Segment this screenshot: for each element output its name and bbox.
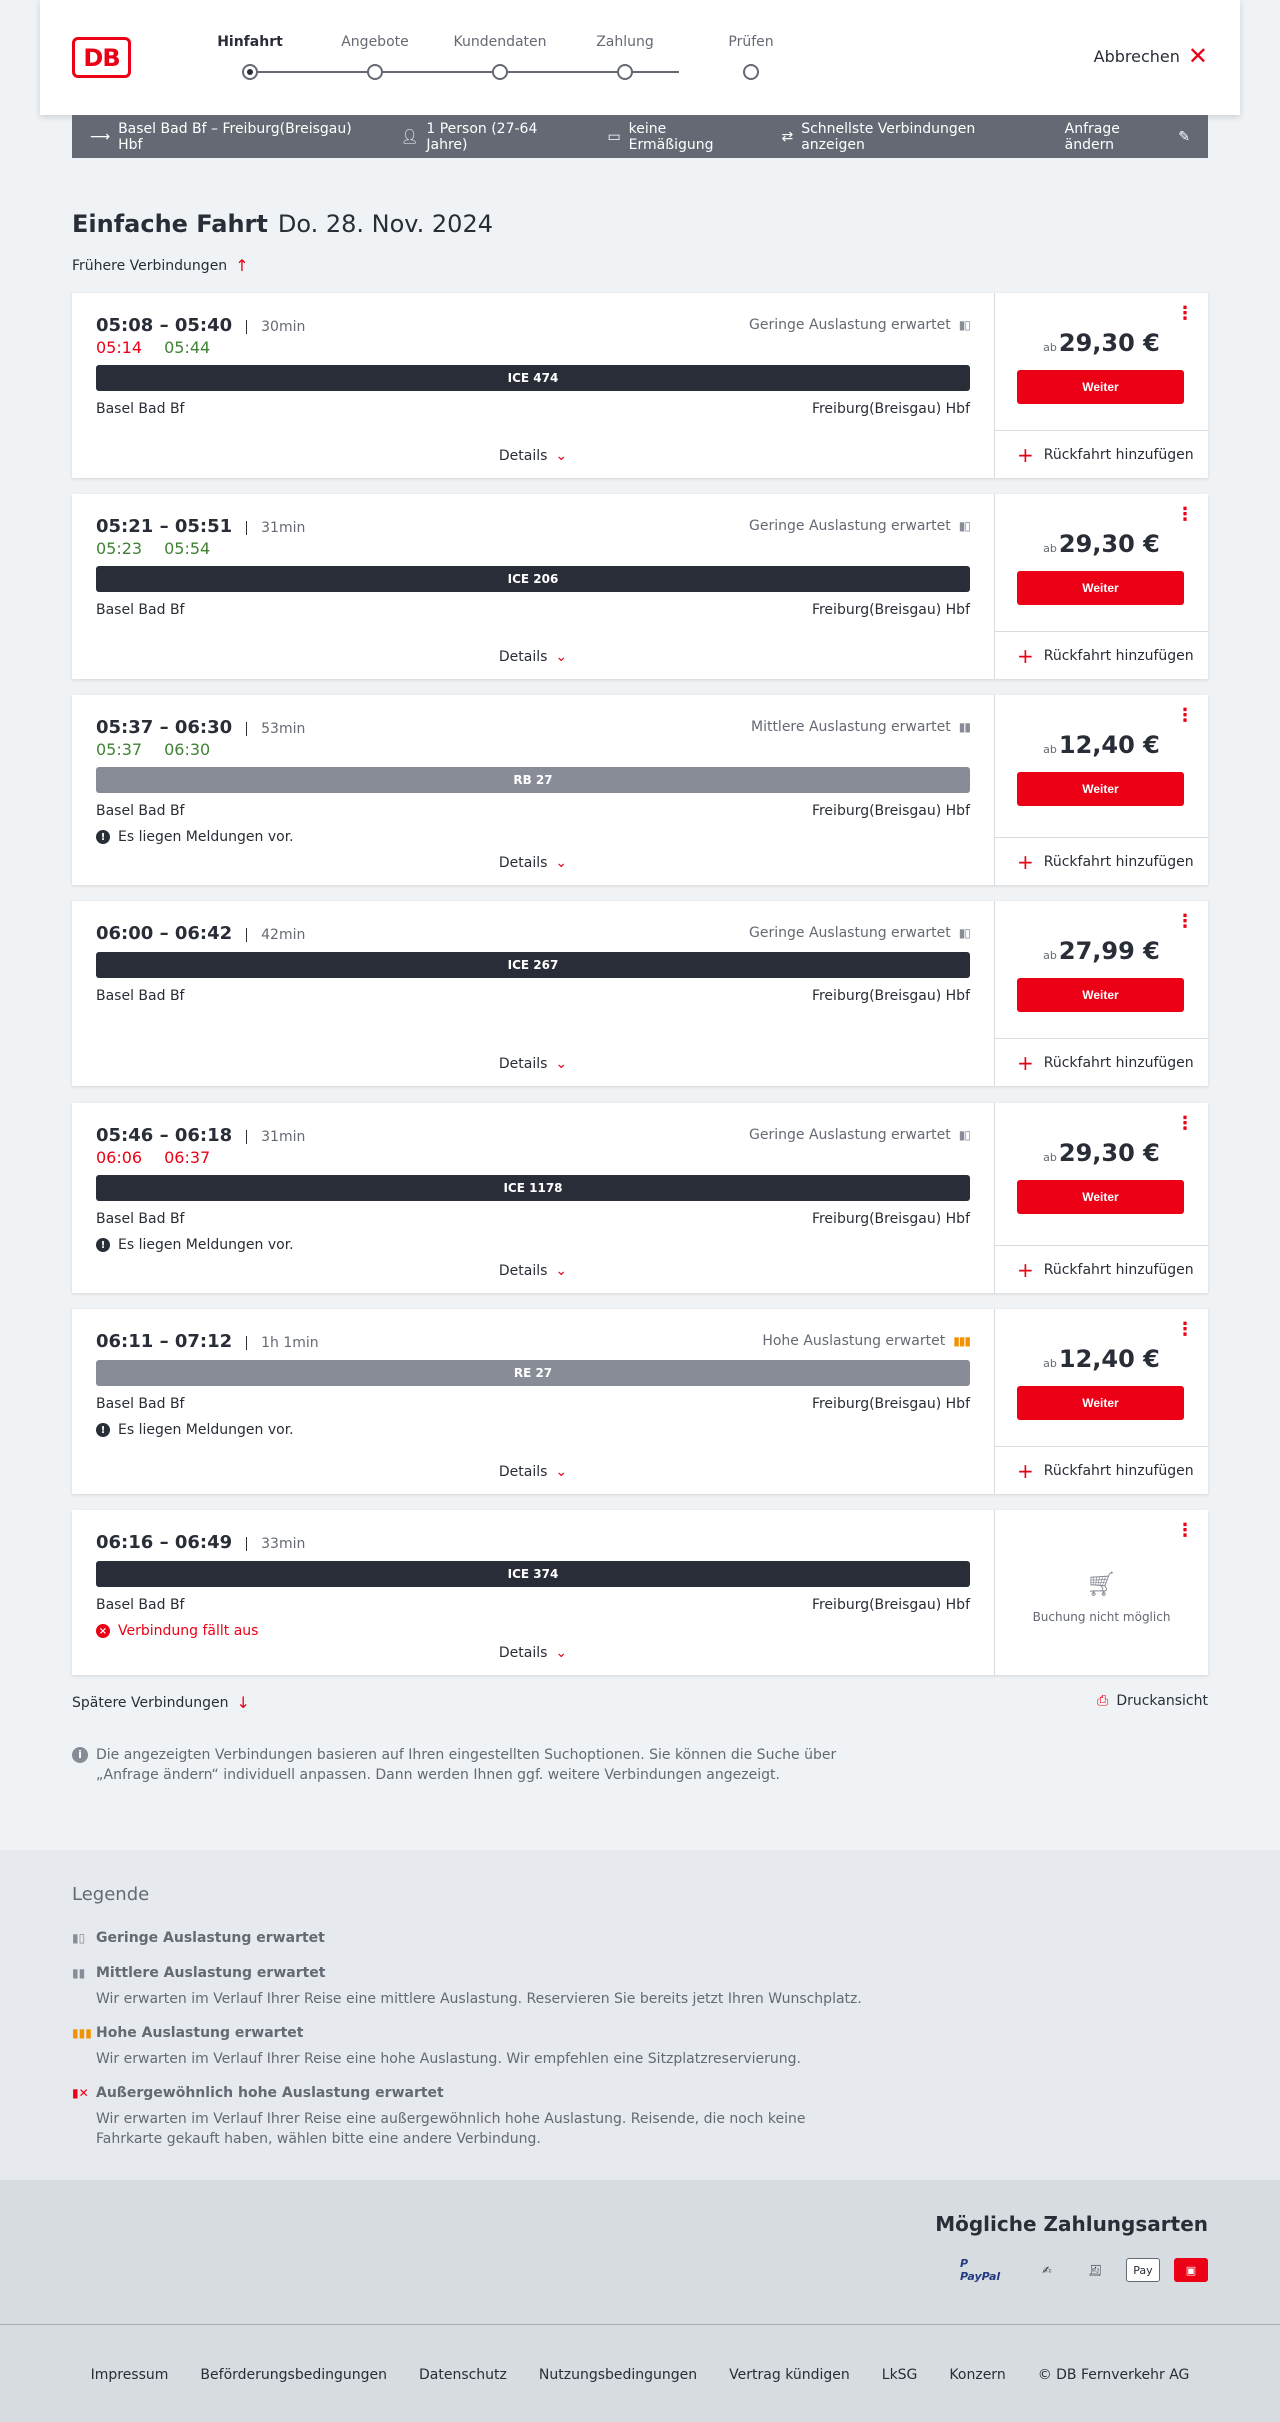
chevron-down-icon: ⌄ [555,649,568,665]
credit-card-logo: ▣ [1174,2258,1208,2282]
message-notice [96,1237,970,1253]
add-return-button[interactable] [995,1038,1208,1086]
footer-links [0,2367,1280,2383]
discount-summary[interactable] [607,121,749,153]
chevron-down-icon: ⌄ [555,855,568,871]
footer-link-lksg[interactable]: LkSG [881,2367,918,2383]
load-indicator [749,317,970,333]
cancel-circle-icon: × [96,1624,110,1638]
step-kundendaten[interactable] [445,34,555,80]
legend-item-medium [72,1965,872,2009]
load-text: Geringe Auslastung erwartet [749,925,951,941]
price-prefix: ab [1043,1357,1057,1370]
route-text: Basel Bad Bf – Freiburg(Breisgau) Hbf [118,120,352,153]
load-indicator [749,1127,970,1143]
return-label: Rückfahrt hinzufügen [1043,1054,1194,1071]
time-range: 06:11 – 07:12 [96,1331,233,1352]
step-dot [743,64,759,80]
chevron-down-icon: ⌄ [555,1645,568,1661]
message-notice [96,829,970,845]
more-options-icon[interactable]: ⋮ [1176,504,1194,525]
duration: 1h 1min [246,1336,319,1350]
passenger-text: 1 Person (27-64 Jahre) [426,120,538,153]
step-dot [617,64,633,80]
price-prefix: ab [1043,542,1057,555]
add-return-button[interactable] [995,1245,1208,1293]
more-options-icon[interactable]: ⋮ [1176,705,1194,726]
realtime-times [96,539,970,558]
return-label: Rückfahrt hinzufügen [1043,647,1194,664]
trip-date: Do. 28. Nov. 2024 [277,210,493,238]
destination-station: Freiburg(Breisgau) Hbf [811,988,970,1004]
load-text: Hohe Auslastung erwartet [762,1333,946,1349]
medium-load-icon: ▮▮ [958,720,970,734]
plus-icon: + [1017,1050,1034,1075]
print-label: Druckansicht [1116,1693,1208,1709]
load-indicator [751,719,970,735]
footer-link-impressum[interactable]: Impressum [90,2367,169,2383]
return-label: Rückfahrt hinzufügen [1043,853,1194,870]
details-label: Details [498,855,548,871]
trip-type: Einfache Fahrt [72,210,268,238]
step-hinfahrt[interactable] [195,34,305,80]
plus-icon: + [1017,442,1034,467]
origin-station: Basel Bad Bf [96,803,185,819]
arrow-up-icon: ↑ [235,256,249,275]
price [995,1139,1208,1167]
weiter-button[interactable]: Weiter [1017,1386,1184,1420]
step-label: Zahlung [596,34,654,50]
payment-section [0,2180,1280,2324]
connection-card [72,293,1208,478]
passenger-summary[interactable] [401,121,576,153]
train-bar[interactable]: ICE 206 [96,566,970,592]
legend-head [72,2085,872,2101]
stations [96,1211,970,1227]
direct-debit-icon: ✍ [1042,2263,1052,2277]
footer-link-befoerderung[interactable]: Beförderungsbedingungen [200,2367,387,2383]
price-prefix: ab [1043,1151,1057,1164]
add-return-button[interactable] [995,1446,1208,1494]
time-range: 05:46 – 06:18 [96,1125,233,1146]
legend-head-text: Mittlere Auslastung erwartet [96,1965,326,1981]
duration: 33min [246,1537,305,1551]
price-prefix: ab [1043,743,1057,756]
duration: 30min [246,320,305,334]
details-label: Details [498,1645,548,1661]
message-text: Es liegen Meldungen vor. [118,829,294,845]
duration: 31min [246,521,305,535]
destination-station: Freiburg(Breisgau) Hbf [811,1597,970,1613]
realtime-arrival: 05:44 [164,338,211,357]
price-prefix: ab [1043,949,1057,962]
train-bar[interactable]: ICE 267 [96,952,970,978]
footer-copyright: © DB Fernverkehr AG [1037,2367,1190,2383]
high-load-icon: ▮▮▮ [72,2026,92,2040]
step-pruefen[interactable] [696,34,806,80]
time-range: 05:37 – 06:30 [96,717,233,738]
details-label: Details [498,649,548,665]
price-value: 29,30 € [1058,530,1160,558]
more-options-icon[interactable]: ⋮ [1176,911,1194,932]
weiter-button[interactable]: Weiter [1017,978,1184,1012]
weiter-button[interactable]: Weiter [1017,571,1184,605]
alert-icon: ! [96,830,110,844]
step-dot [492,64,508,80]
message-text: Es liegen Meldungen vor. [118,1422,294,1438]
info-text: Die angezeigten Verbindungen basieren auf Ihren eingestellten Suchoptionen. Sie können die Suche über „Anfrage ändern“ individuell anpassen. Dann werden Ihnen ggf. weitere Verbindungen angezeigt. [96,1747,837,1783]
payment-logos [956,2258,1208,2282]
legend-item-low [72,1930,872,1946]
fastest-text: Schnellste Verbindungen anzeigen [801,120,976,153]
add-return-button[interactable] [995,631,1208,679]
load-indicator [762,1333,970,1349]
realtime-departure: 05:14 [96,338,143,357]
footer-link-konzern[interactable]: Konzern [949,2367,1006,2383]
stations [96,1396,970,1412]
medium-load-icon: ▮▮ [72,1966,86,1980]
time-range: 06:16 – 06:49 [96,1532,233,1553]
route-summary[interactable] [90,121,369,153]
price-value: 29,30 € [1058,329,1160,357]
legend-title: Legende [72,1884,150,1905]
weiter-button[interactable]: Weiter [1017,772,1184,806]
origin-station: Basel Bad Bf [96,988,185,1004]
chevron-down-icon: ⌄ [555,1464,568,1480]
page-title [72,210,493,238]
more-options-icon[interactable]: ⋮ [1176,303,1194,324]
footer [0,2324,1280,2422]
stations [96,988,970,1004]
realtime-arrival: 06:37 [164,1148,211,1167]
plus-icon: + [1017,1458,1034,1483]
legend-description: Wir erwarten im Verlauf Ihrer Reise eine außergewöhnlich hohe Auslastung. Reisende, die noch keine Fahrkarte gekauft haben, wählen bitte eine andere Verbindung. [96,2111,806,2147]
price-value: 27,99 € [1058,937,1160,965]
price-value: 12,40 € [1058,1345,1160,1373]
footer-link-datenschutz[interactable]: Datenschutz [418,2367,507,2383]
legend-head-text: Außergewöhnlich hohe Auslastung erwartet [96,2085,444,2101]
return-label: Rückfahrt hinzufügen [1043,446,1194,463]
add-return-button[interactable] [995,430,1208,478]
legend-head [72,1930,872,1946]
price [995,937,1208,965]
offer-panel [994,901,1208,1086]
alert-icon: ! [96,1423,110,1437]
offer-panel [994,1309,1208,1494]
high-load-icon: ▮▮▮ [953,1334,970,1348]
origin-station: Basel Bad Bf [96,1597,185,1613]
time-range: 06:00 – 06:42 [96,923,233,944]
details-toggle[interactable] [72,855,994,871]
legend-head-text: Hohe Auslastung erwartet [96,2025,304,2041]
price [995,530,1208,558]
legend-head [72,1965,872,1981]
legend-item-high [72,2025,872,2069]
low-load-icon: ▮▯ [958,1128,970,1142]
realtime-times [96,1148,970,1167]
legend-description: Wir erwarten im Verlauf Ihrer Reise eine mittlere Auslastung. Reservieren Sie bereits jetzt Ihren Wunschplatz. [96,1991,862,2007]
step-dot [242,64,258,80]
stations [96,1597,970,1613]
change-request-button[interactable] [1065,121,1190,153]
price [995,731,1208,759]
invoice-icon: 🧾︎ [1088,2263,1102,2277]
connection-card [72,1309,1208,1494]
plus-icon: + [1017,643,1034,668]
low-load-icon: ▮▯ [72,1931,86,1945]
realtime-arrival: 05:54 [164,539,211,558]
swap-icon: ⇄ [781,128,794,145]
alert-icon: ! [96,1238,110,1252]
realtime-arrival: 06:30 [164,740,211,759]
legend-description: Wir erwarten im Verlauf Ihrer Reise eine hohe Auslastung. Wir empfehlen eine Sitzplatzreservierung. [96,2051,801,2067]
plus-icon: + [1017,849,1034,874]
return-label: Rückfahrt hinzufügen [1043,1462,1194,1479]
load-text: Geringe Auslastung erwartet [749,518,951,534]
card-icon: ▭ [607,128,621,145]
connection-card [72,1510,1208,1675]
details-label: Details [498,1464,548,1480]
step-label: Prüfen [728,34,774,50]
origin-station: Basel Bad Bf [96,1211,185,1227]
offer-panel [994,1103,1208,1293]
close-icon: ✕ [1187,42,1208,70]
later-connections-link[interactable] [72,1693,250,1712]
price [995,329,1208,357]
connection-card [72,695,1208,885]
more-options-icon[interactable]: ⋮ [1176,1319,1194,1340]
footer-link-vertrag[interactable]: Vertrag kündigen [729,2367,850,2383]
details-label: Details [498,1263,548,1279]
stations [96,401,970,417]
load-indicator [749,518,970,534]
step-angebote[interactable] [320,34,430,80]
plus-icon: + [1017,1257,1034,1282]
search-summary-bar [72,115,1208,158]
details-label: Details [498,1056,548,1072]
info-note [72,1745,852,1785]
earlier-connections-link[interactable] [72,256,249,275]
cart-unavailable-icon: 🛒︎ [1086,1570,1117,1598]
destination-station: Freiburg(Breisgau) Hbf [811,803,970,819]
load-text: Geringe Auslastung erwartet [749,1127,951,1143]
details-toggle[interactable] [72,1464,994,1480]
progress-stepper [180,34,780,94]
train-bar[interactable]: ICE 1178 [96,1175,970,1201]
step-label: Angebote [341,34,409,50]
offer-panel [994,1510,1208,1675]
duration: 31min [246,1130,305,1144]
cancelled-notice [96,1623,970,1639]
header [40,0,1240,115]
details-toggle[interactable] [72,448,994,464]
booking-unavailable [995,1570,1208,1624]
stations [96,803,970,819]
more-options-icon[interactable]: ⋮ [1176,1113,1194,1134]
info-icon: i [72,1747,88,1763]
realtime-departure: 05:23 [96,539,143,558]
step-label: Kundendaten [453,34,547,50]
destination-station: Freiburg(Breisgau) Hbf [811,1211,970,1227]
later-label: Spätere Verbindungen [72,1694,229,1711]
price-prefix: ab [1043,341,1057,354]
arrow-right-icon: ⟶ [90,128,111,145]
weiter-button[interactable]: Weiter [1017,1180,1184,1214]
extreme-load-icon: ▮✕ [72,2086,89,2100]
train-bar[interactable]: ICE 374 [96,1561,970,1587]
time-range: 05:08 – 05:40 [96,315,233,336]
weiter-button[interactable]: Weiter [1017,370,1184,404]
destination-station: Freiburg(Breisgau) Hbf [811,602,970,618]
footer-link-nutzung[interactable]: Nutzungsbedingungen [538,2367,698,2383]
load-indicator [749,925,970,941]
offer-panel [994,293,1208,478]
train-bar[interactable]: RB 27 [96,767,970,793]
realtime-times [96,338,970,357]
message-notice [96,1422,970,1438]
arrow-down-icon: ↓ [236,1693,250,1712]
apple-pay-logo: Pay [1126,2258,1160,2282]
destination-station: Freiburg(Breisgau) Hbf [811,1396,970,1412]
printer-icon: ⎙ [1097,1693,1109,1709]
load-text: Geringe Auslastung erwartet [749,317,951,333]
realtime-departure: 06:06 [96,1148,143,1167]
price-value: 12,40 € [1058,731,1160,759]
offer-panel [994,494,1208,679]
chevron-down-icon: ⌄ [555,1056,568,1072]
cancel-button[interactable] [1093,42,1208,70]
return-label: Rückfahrt hinzufügen [1043,1261,1194,1278]
db-logo[interactable]: DB [72,37,131,78]
duration: 53min [246,722,305,736]
train-bar[interactable]: RE 27 [96,1360,970,1386]
print-view-link[interactable] [1097,1693,1208,1709]
realtime-departure: 05:37 [96,740,143,759]
paypal-logo: P PayPal [960,2257,1001,2283]
origin-station: Basel Bad Bf [96,1396,185,1412]
price-value: 29,30 € [1058,1139,1160,1167]
stations [96,602,970,618]
booking-unavailable-text: Buchung nicht möglich [1032,1610,1171,1624]
low-load-icon: ▮▯ [958,519,970,533]
low-load-icon: ▮▯ [958,926,970,940]
connection-card [72,1103,1208,1293]
discount-text: keine Ermäßigung [628,120,714,153]
price [995,1345,1208,1373]
connection-card [72,901,1208,1086]
cancel-label: Abbrechen [1093,46,1180,66]
step-label: Hinfahrt [217,34,283,50]
legend-head-text: Geringe Auslastung erwartet [96,1930,325,1946]
earlier-label: Frühere Verbindungen [72,257,228,274]
connection-card [72,494,1208,679]
details-toggle[interactable] [72,1263,994,1279]
details-toggle[interactable] [72,1056,994,1072]
low-load-icon: ▮▯ [958,318,970,332]
payment-title: Mögliche Zahlungsarten [935,2212,1208,2236]
train-bar[interactable]: ICE 474 [96,365,970,391]
step-dot [367,64,383,80]
person-icon: 👤︎ [400,128,419,145]
realtime-times [96,740,970,759]
details-toggle[interactable] [72,1645,994,1661]
details-toggle[interactable] [72,649,994,665]
legend-item-extreme [72,2085,872,2149]
legend-head [72,2025,872,2041]
details-label: Details [498,448,548,464]
message-text: Verbindung fällt aus [118,1623,259,1639]
chevron-down-icon: ⌄ [555,448,568,464]
duration: 42min [246,928,305,942]
add-return-button[interactable] [995,837,1208,885]
origin-station: Basel Bad Bf [96,602,185,618]
pencil-icon: ✎ [1178,128,1190,145]
destination-station: Freiburg(Breisgau) Hbf [811,401,970,417]
time-range: 05:21 – 05:51 [96,516,233,537]
load-text: Mittlere Auslastung erwartet [750,719,951,735]
chevron-down-icon: ⌄ [555,1263,568,1279]
offer-panel [994,695,1208,885]
legend-section [0,1850,1280,2180]
message-text: Es liegen Meldungen vor. [118,1237,294,1253]
origin-station: Basel Bad Bf [96,401,185,417]
step-zahlung[interactable] [570,34,680,80]
fastest-toggle[interactable] [781,121,1032,153]
connection-times [96,1532,970,1553]
more-options-icon[interactable]: ⋮ [1176,1520,1194,1541]
change-request-label: Anfrage ändern [1064,120,1120,153]
